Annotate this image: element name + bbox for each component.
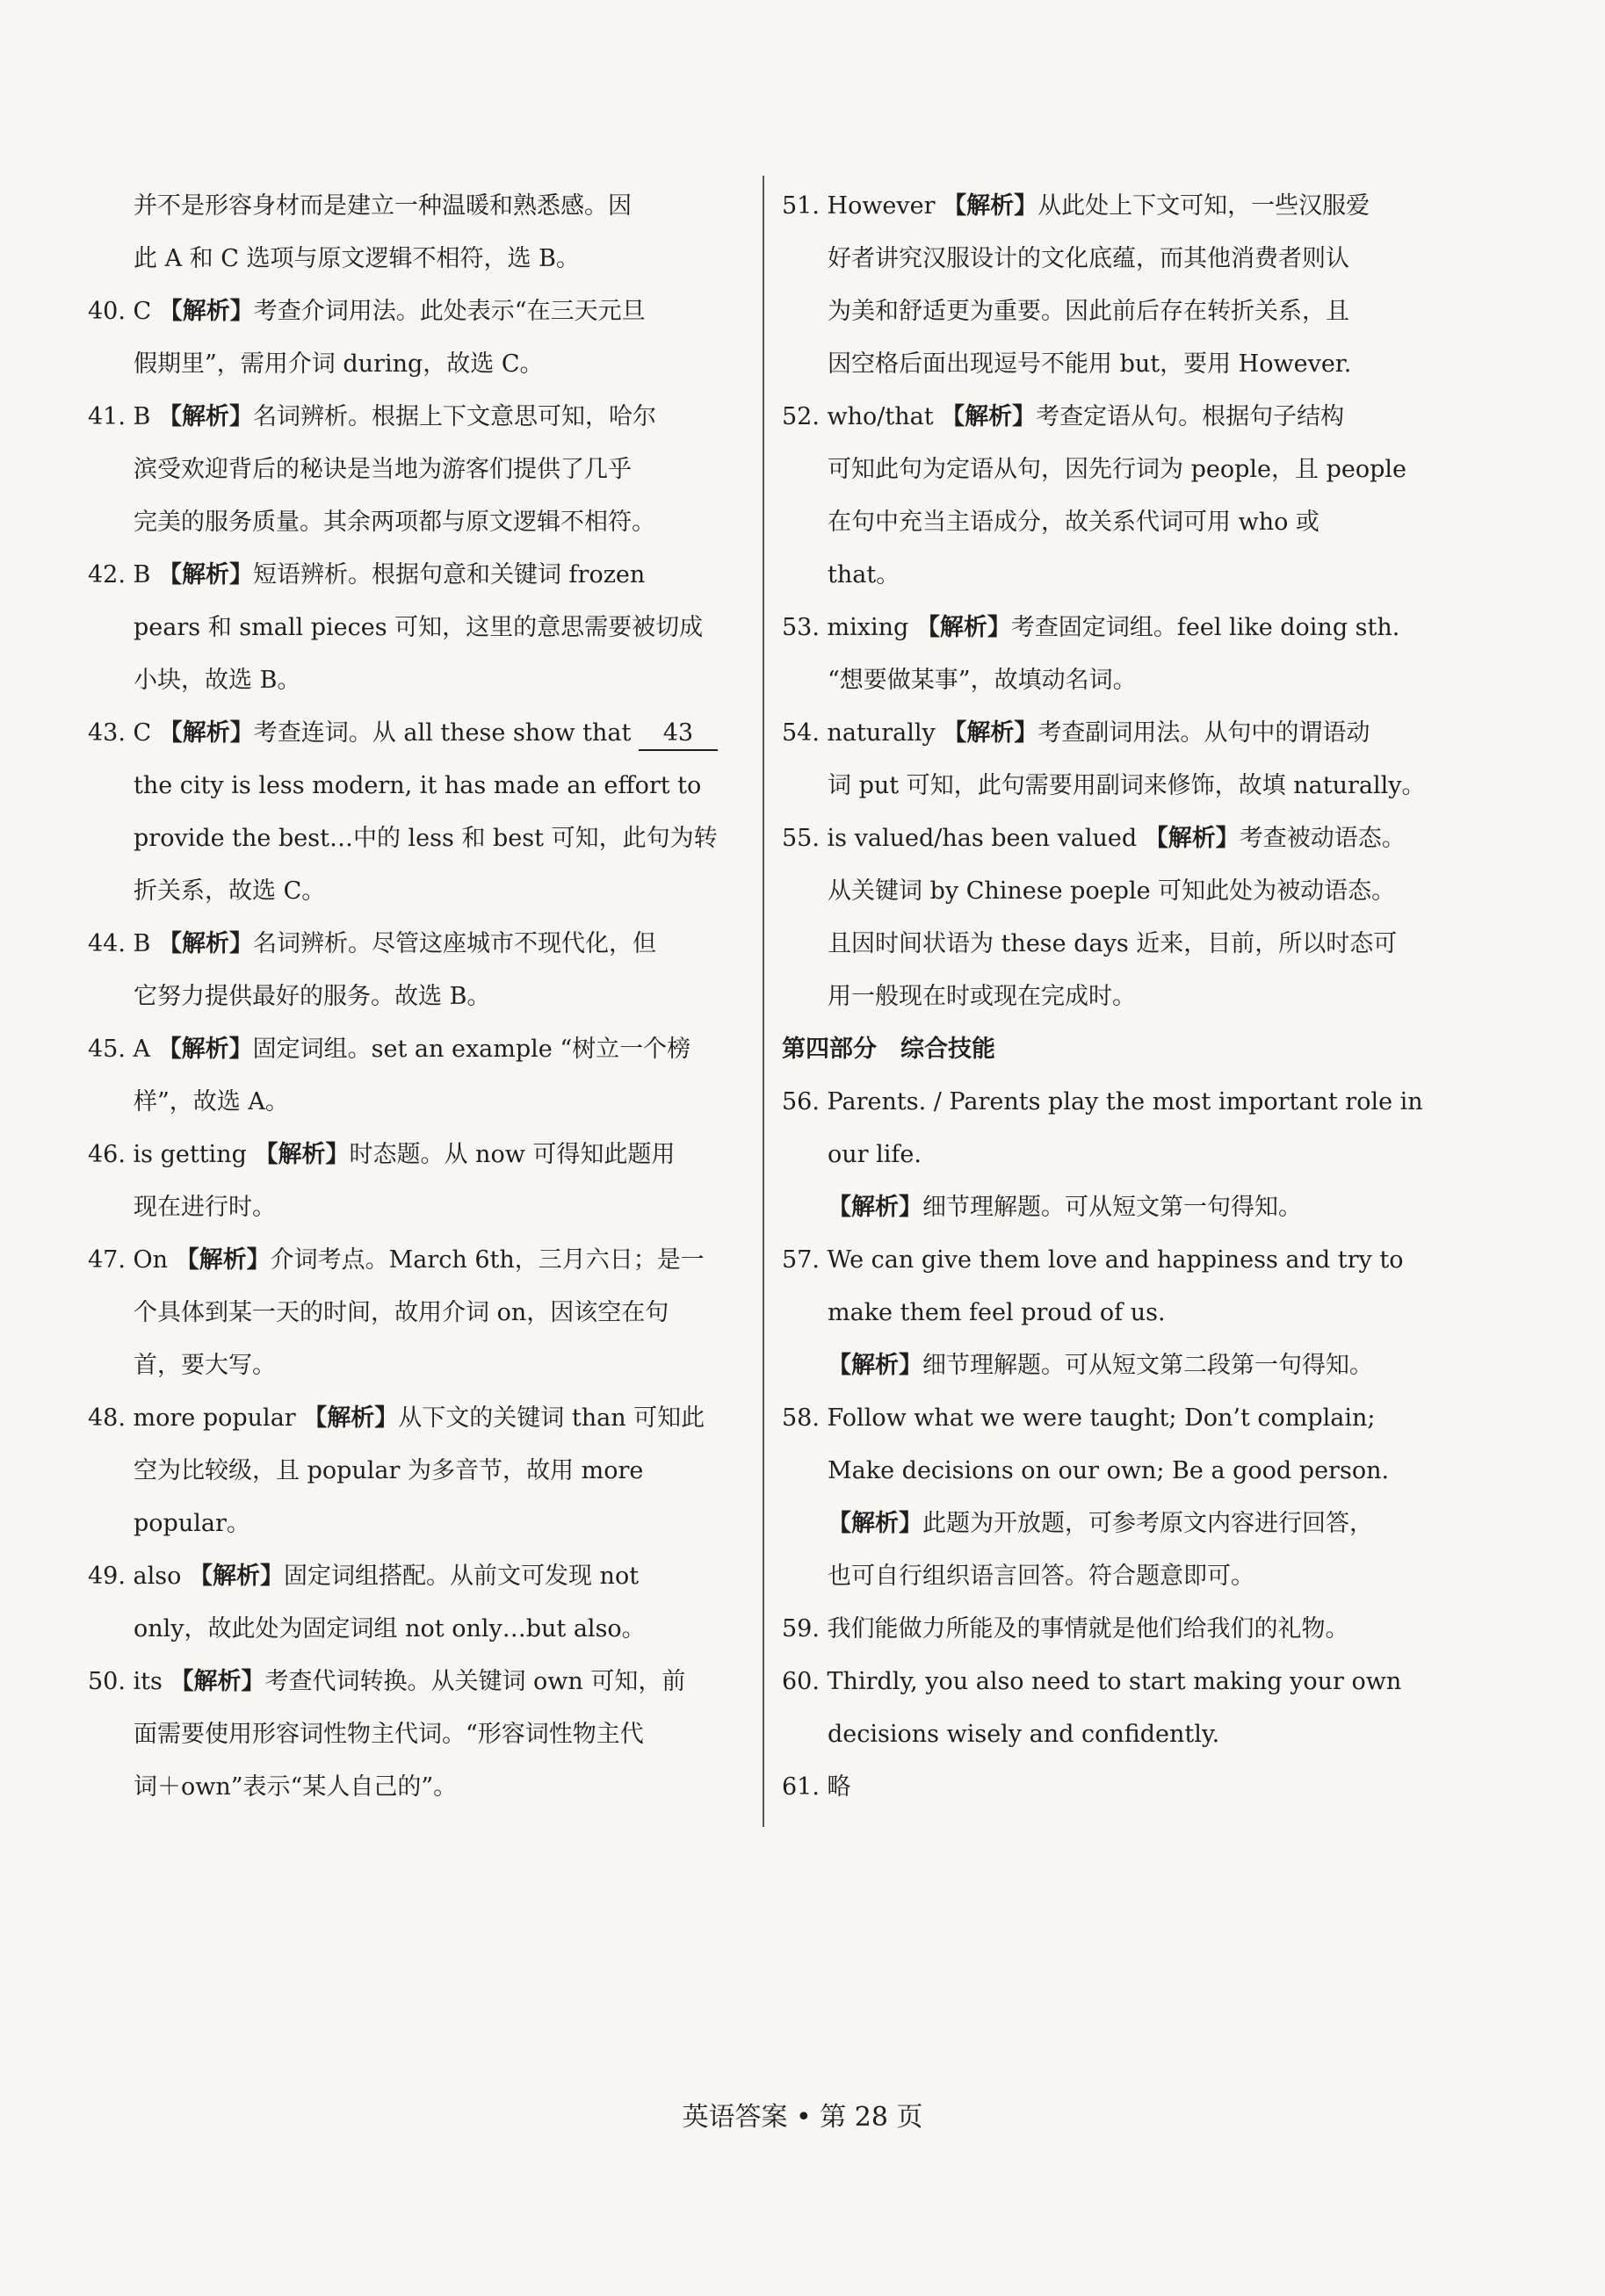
answer-line xyxy=(782,1392,1432,1445)
answer-line xyxy=(88,760,738,812)
answer-line xyxy=(782,444,1432,496)
line-text: Follow what we were taught; Don’t complain; xyxy=(827,1404,1376,1432)
line-text: 考查被动语态。 xyxy=(1239,825,1406,852)
line-text: 假期里”，需用介词 during，故选 C。 xyxy=(134,350,544,378)
line-text: 考查定语从句。根据句子结构 xyxy=(1036,403,1345,430)
analysis-tag: 【解析】 xyxy=(828,1194,922,1221)
question-number: 60. xyxy=(782,1668,820,1695)
analysis-tag: 【解析】 xyxy=(170,1668,265,1695)
line-text: 用一般现在时或现在完成时。 xyxy=(828,983,1136,1010)
answer-line xyxy=(88,1392,738,1445)
line-text: popular。 xyxy=(134,1510,250,1537)
answer-line xyxy=(782,1498,1432,1550)
question-number: 56. xyxy=(782,1088,820,1116)
answer-line xyxy=(782,812,1432,865)
answer-line xyxy=(88,971,738,1023)
line-text: 考查代词转换。从关键词 own 可知，前 xyxy=(264,1668,686,1695)
answer-line xyxy=(782,1445,1432,1498)
question-number: 49. also xyxy=(88,1563,182,1590)
answer-line xyxy=(782,1339,1432,1392)
line-text: 略 xyxy=(827,1773,851,1801)
line-text: 首，要大写。 xyxy=(134,1352,276,1379)
line-text: 也可自行组织语言回答。符合题意即可。 xyxy=(828,1563,1254,1590)
question-number: 43. C xyxy=(88,719,152,747)
answer-line xyxy=(88,918,738,971)
line-text: Parents. / Parents play the most important role in xyxy=(827,1088,1423,1116)
analysis-tag: 【解析】 xyxy=(303,1404,399,1432)
answer-line xyxy=(782,1656,1432,1708)
analysis-tag: 【解析】 xyxy=(915,614,1011,641)
line-text: 折关系，故选 C。 xyxy=(134,877,326,905)
line-text: 样”，故选 A。 xyxy=(134,1088,289,1116)
line-text: provide the best…中的 less 和 best 可知，此句为转 xyxy=(134,825,718,852)
answer-line xyxy=(782,391,1432,444)
line-text: 个具体到某一天的时间，故用介词 on，因该空在句 xyxy=(134,1299,669,1326)
answer-line xyxy=(88,233,738,285)
line-text: 名词辨析。根据上下文意思可知，哈尔 xyxy=(252,403,656,430)
question-number: 51. However xyxy=(782,192,936,220)
question-number: 52. who/that xyxy=(782,403,934,430)
line-text: 考查介词用法。此处表示“在三天元旦 xyxy=(253,298,646,325)
analysis-tag: 【解析】 xyxy=(175,1246,271,1274)
line-text: 考查副词用法。从句中的谓语动 xyxy=(1037,719,1370,747)
line-text: that。 xyxy=(828,561,900,588)
question-number: 45. A xyxy=(88,1036,151,1063)
answer-line xyxy=(88,1023,738,1076)
question-number: 40. C xyxy=(88,298,152,325)
answer-line xyxy=(88,496,738,549)
line-text: 考查固定词组。feel like doing sth. xyxy=(1010,614,1400,641)
answer-line xyxy=(88,285,738,338)
answer-line xyxy=(782,285,1432,338)
answer-line xyxy=(88,1234,738,1287)
line-text: 它努力提供最好的服务。故选 B。 xyxy=(134,983,491,1010)
line-text: 现在进行时。 xyxy=(134,1194,276,1221)
answer-line xyxy=(88,180,738,233)
line-text: “想要做某事”，故填动名词。 xyxy=(828,667,1137,694)
answer-line xyxy=(88,1550,738,1603)
question-number: 47. On xyxy=(88,1246,169,1274)
line-text: 时态题。从 now 可得知此题用 xyxy=(349,1141,676,1168)
answer-line xyxy=(88,865,738,918)
line-text: 从此处上下文可知，一些汉服爱 xyxy=(1037,192,1370,220)
analysis-tag: 【解析】 xyxy=(157,403,253,430)
answer-line xyxy=(782,1129,1432,1181)
analysis-tag: 【解析】 xyxy=(157,1036,253,1063)
answer-line xyxy=(88,1656,738,1708)
answer-line xyxy=(782,338,1432,391)
line-text: 词 put 可知，此句需要用副词来修饰，故填 naturally。 xyxy=(828,772,1426,799)
question-number: 57. xyxy=(782,1246,820,1274)
answer-line xyxy=(88,1708,738,1761)
line-text: 介词考点。March 6th，三月六日；是一 xyxy=(270,1246,705,1274)
answer-line xyxy=(782,654,1432,707)
question-number: 41. B xyxy=(88,403,151,430)
answer-line xyxy=(782,760,1432,812)
analysis-tag: 【解析】 xyxy=(157,561,253,588)
answer-line xyxy=(782,602,1432,654)
question-number: 59. xyxy=(782,1615,820,1643)
line-text: 名词辨析。尽管这座城市不现代化，但 xyxy=(252,930,656,957)
answer-line xyxy=(88,707,738,760)
analysis-tag: 【解析】 xyxy=(254,1141,350,1168)
line-text: 此题为开放题，可参考原文内容进行回答， xyxy=(922,1510,1373,1537)
line-text: 词＋own”表示“某人自己的”。 xyxy=(134,1773,458,1801)
answer-line xyxy=(88,549,738,602)
answer-line xyxy=(782,496,1432,549)
answer-line xyxy=(782,865,1432,918)
analysis-tag: 【解析】 xyxy=(941,403,1037,430)
answer-line xyxy=(88,1761,738,1814)
answer-line xyxy=(88,1129,738,1181)
line-text: We can give them love and happiness and try to xyxy=(827,1246,1404,1274)
analysis-tag: 【解析】 xyxy=(828,1510,922,1537)
question-number: 58. xyxy=(782,1404,820,1432)
answer-line xyxy=(782,1023,1432,1076)
line-text: decisions wisely and confidently. xyxy=(828,1721,1220,1748)
right-column xyxy=(782,180,1432,1814)
answer-line xyxy=(88,812,738,865)
answer-line xyxy=(782,971,1432,1023)
line-text: 空为比较级，且 popular 为多音节，故用 more xyxy=(134,1457,644,1484)
line-text: 细节理解题。可从短文第二段第一句得知。 xyxy=(922,1352,1373,1379)
answer-line xyxy=(782,1603,1432,1656)
analysis-tag: 【解析】 xyxy=(188,1563,284,1590)
left-column xyxy=(88,180,738,1814)
answer-line xyxy=(782,1287,1432,1339)
line-text: 考查连词。从 all these show that xyxy=(253,719,632,747)
line-text: Make decisions on our own; Be a good person. xyxy=(828,1457,1390,1484)
line-text: 可知此句为定语从句，因先行词为 people，且 people xyxy=(828,456,1406,483)
line-text: 小块，故选 B。 xyxy=(134,667,301,694)
question-number: 53. mixing xyxy=(782,614,909,641)
line-text: 从下文的关键词 than 可知此 xyxy=(398,1404,705,1432)
answer-line xyxy=(88,444,738,496)
answer-line xyxy=(88,654,738,707)
line-text: 面需要使用形容词性物主代词。“形容词性物主代 xyxy=(134,1721,644,1748)
line-text: 从关键词 by Chinese poeple 可知此处为被动语态。 xyxy=(828,877,1396,905)
page-footer: 英语答案 • 第 28 页 xyxy=(682,2102,923,2133)
answer-line xyxy=(782,918,1432,971)
analysis-tag: 【解析】 xyxy=(828,1352,922,1379)
line-text: 完美的服务质量。其余两项都与原文逻辑不相符。 xyxy=(134,509,655,536)
line-text: 并不是形容身材而是建立一种温暖和熟悉感。因 xyxy=(134,192,632,220)
line-text: 为美和舒适更为重要。因此前后存在转折关系，且 xyxy=(828,298,1349,325)
answer-line xyxy=(88,338,738,391)
line-text: the city is less modern, it has made an effort to xyxy=(134,772,702,799)
answer-line xyxy=(782,1234,1432,1287)
question-number: 42. B xyxy=(88,561,151,588)
line-text: 我们能做力所能及的事情就是他们给我们的礼物。 xyxy=(827,1615,1349,1643)
analysis-tag: 【解析】 xyxy=(158,298,254,325)
column-divider xyxy=(763,176,764,1827)
line-text: 好者讲究汉服设计的文化底蕴，而其他消费者则认 xyxy=(828,245,1349,272)
answer-line xyxy=(782,549,1432,602)
answer-line xyxy=(88,1603,738,1656)
line-text: Thirdly, you also need to start making your own xyxy=(827,1668,1402,1695)
answer-line xyxy=(88,1498,738,1550)
line-text: 固定词组。set an example “树立一个榜 xyxy=(252,1036,691,1063)
question-number: 61. xyxy=(782,1773,820,1801)
blank-number: 43 xyxy=(639,718,718,751)
line-text: pears 和 small pieces 可知，这里的意思需要被切成 xyxy=(134,614,704,641)
answer-line xyxy=(88,1181,738,1234)
line-text: 且因时间状语为 these days 近来，目前，所以时态可 xyxy=(828,930,1398,957)
line-text: make them feel proud of us. xyxy=(828,1299,1166,1326)
answer-line xyxy=(782,1181,1432,1234)
line-text: 因空格后面出现逗号不能用 but，要用 However. xyxy=(828,350,1352,378)
answer-line xyxy=(782,707,1432,760)
answer-line xyxy=(782,1761,1432,1814)
question-number: 55. is valued/has been valued xyxy=(782,825,1138,852)
answer-line xyxy=(782,233,1432,285)
answer-line xyxy=(782,1550,1432,1603)
answer-line xyxy=(88,602,738,654)
line-text: only，故此处为固定词组 not only…but also。 xyxy=(134,1615,646,1643)
line-text: 此 A 和 C 选项与原文逻辑不相符，选 B。 xyxy=(134,245,580,272)
answer-line xyxy=(782,180,1432,233)
analysis-tag: 【解析】 xyxy=(158,719,254,747)
line-text: 固定词组搭配。从前文可发现 not xyxy=(283,1563,640,1590)
answer-line xyxy=(88,1339,738,1392)
answer-line xyxy=(782,1708,1432,1761)
answer-line xyxy=(88,1445,738,1498)
analysis-tag: 【解析】 xyxy=(943,719,1038,747)
line-text: 滨受欢迎背后的秘诀是当地为游客们提供了几乎 xyxy=(134,456,632,483)
question-number: 44. B xyxy=(88,930,151,957)
answer-line xyxy=(88,391,738,444)
question-number: 46. is getting xyxy=(88,1141,247,1168)
line-text: 短语辨析。根据句意和关键词 frozen xyxy=(252,561,646,588)
line-text: 细节理解题。可从短文第一句得知。 xyxy=(922,1194,1302,1221)
answer-line xyxy=(88,1287,738,1339)
answer-line xyxy=(88,1076,738,1129)
question-number: 48. more popular xyxy=(88,1404,296,1432)
analysis-tag: 【解析】 xyxy=(943,192,1038,220)
question-number: 50. its xyxy=(88,1668,163,1695)
analysis-tag: 【解析】 xyxy=(1144,825,1240,852)
analysis-tag: 【解析】 xyxy=(157,930,253,957)
answer-line xyxy=(782,1076,1432,1129)
line-text: our life. xyxy=(828,1141,922,1168)
line-text: 在句中充当主语成分，故关系代词可用 who 或 xyxy=(828,509,1319,536)
section-heading: 第四部分 综合技能 xyxy=(782,1036,995,1063)
question-number: 54. naturally xyxy=(782,719,936,747)
